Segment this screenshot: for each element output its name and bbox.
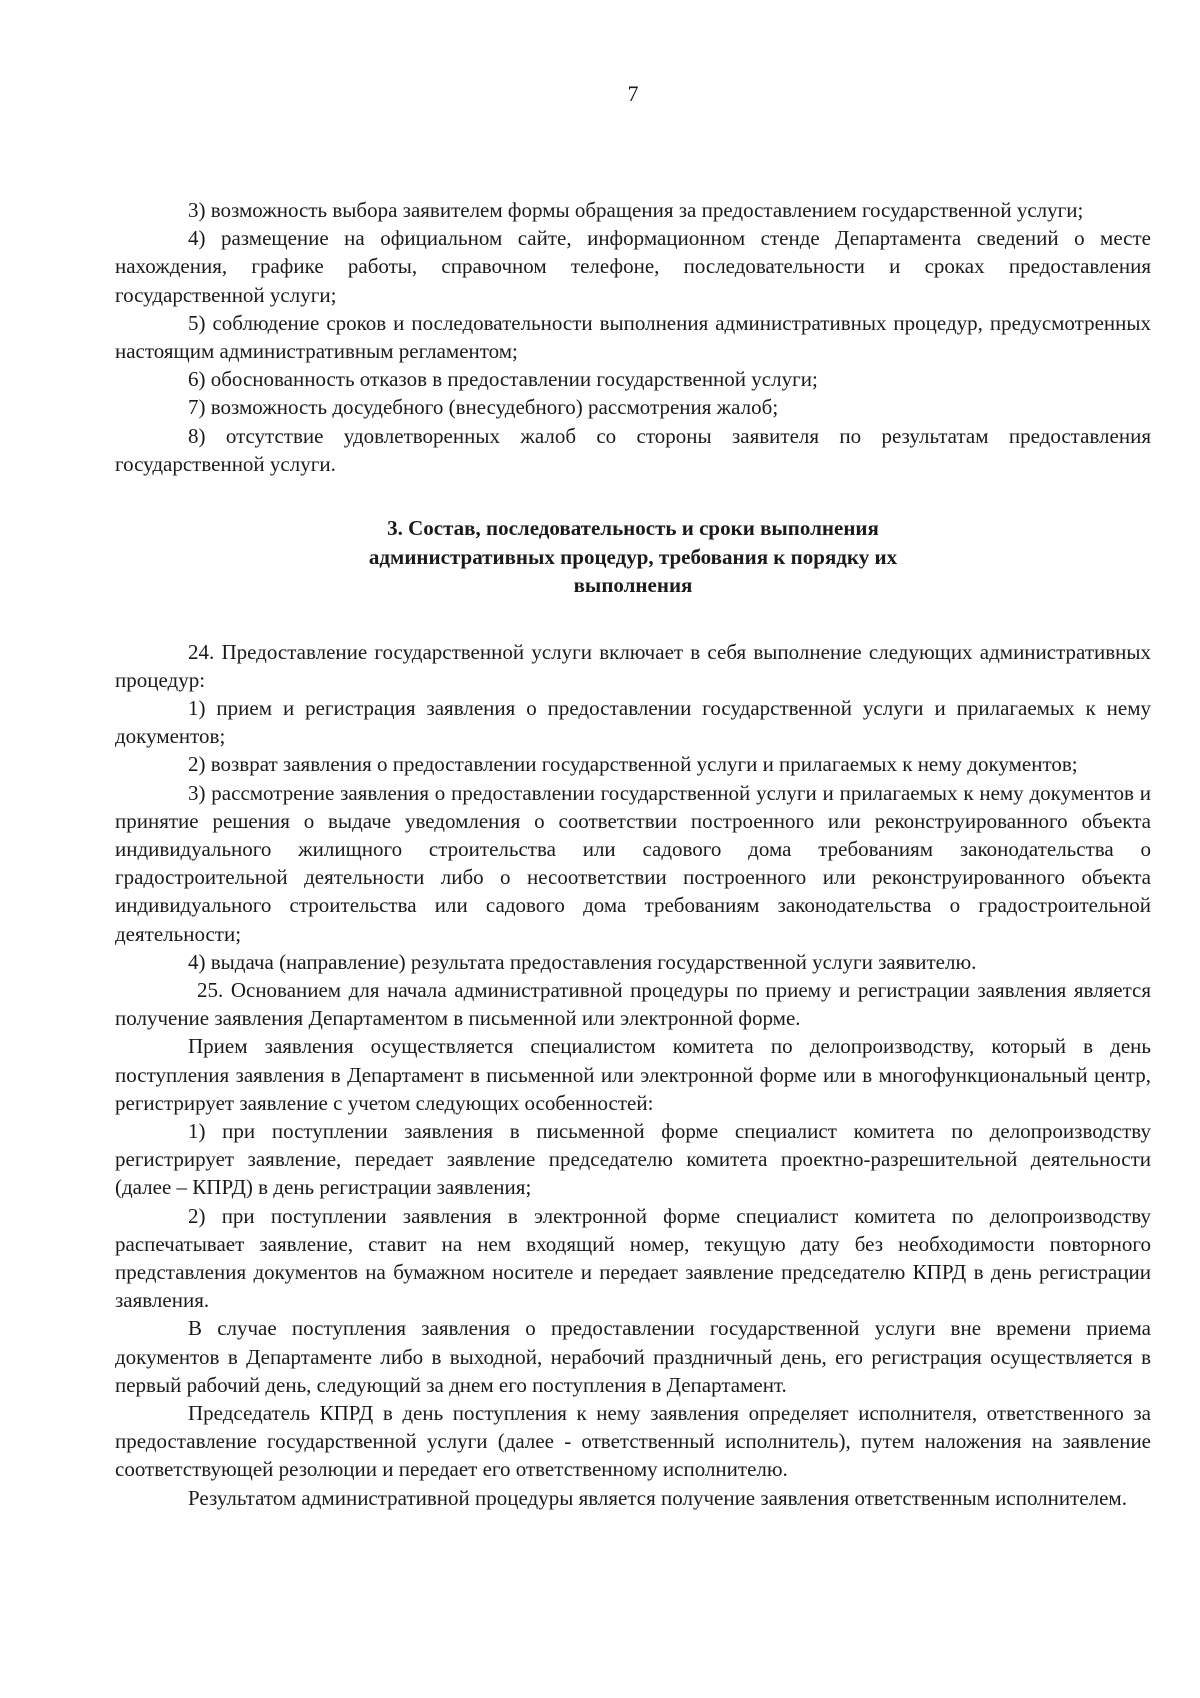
- paragraph: Результатом административной процедуры является получение заявления ответственным исполнителем.: [188, 1485, 1127, 1510]
- paragraph: 24. Предоставление государственной услуги включает в себя выполнение следующих административных процедур:: [115, 639, 1151, 692]
- section-body: [115, 638, 1151, 1512]
- section-heading: [115, 514, 1151, 600]
- intro-list: [115, 196, 1151, 478]
- paragraph: 25. Основанием для начала административной процедуры по приему и регистрации заявления является получение заявления Департаментом в письменной или электронной форме.: [115, 977, 1151, 1031]
- list-item: 8) отсутствие удовлетворенных жалоб со стороны заявителя по результатам предоставления государственной услуги.: [115, 423, 1151, 476]
- paragraph: Председатель КПРД в день поступления к нему заявления определяет исполнителя, ответственного за предоставление государственной услуги (далее - ответственный исполнитель), путем наложения на заявление соответствующей резолюции и передает его ответственному исполнителю.: [115, 1401, 1151, 1482]
- paragraph: 1) при поступлении заявления в письменной форме специалист комитета по делопроизводству регистрирует заявление, передает заявление председателю комитета проектно-разрешительной деятельности (далее – КПРД) в день регистрации заявления;: [115, 1118, 1151, 1200]
- paragraph: Прием заявления осуществляется специалистом комитета по делопроизводству, который в день поступления заявления в Департамент в письменной или электронной форме или в многофункциональный центр, регистрирует заявление с учетом следующих особенностей:: [115, 1034, 1151, 1115]
- paragraph: 2) возврат заявления о предоставлении государственной услуги и прилагаемых к нему документов;: [188, 752, 1078, 777]
- document-page: [115, 80, 1151, 1512]
- section-heading-line: 3. Состав, последовательность и сроки выполнения: [387, 516, 879, 541]
- list-item: 6) обоснованность отказов в предоставлении государственной услуги;: [188, 367, 818, 392]
- page-number: 7: [627, 81, 639, 106]
- paragraph: 1) прием и регистрация заявления о предоставлении государственной услуги и прилагаемых к нему документов;: [115, 695, 1151, 749]
- paragraph: 2) при поступлении заявления в электронной форме специалист комитета по делопроизводству распечатывает заявление, ставит на нем входящий номер, текущую дату без необходимости повторного представления документов на бумажном носителе и передает заявление председателю КПРД в день регистрации заявления.: [115, 1203, 1151, 1313]
- list-item: 3) возможность выбора заявителем формы обращения за предоставлением государственной услуги;: [188, 198, 1084, 222]
- section-heading-line: выполнения: [573, 573, 693, 598]
- list-item: 5) соблюдение сроков и последовательности выполнения административных процедур, предусмотренных настоящим административным регламентом;: [115, 310, 1151, 364]
- list-item: 7) возможность досудебного (внесудебного) рассмотрения жалоб;: [188, 395, 779, 420]
- section-heading-line: административных процедур, требования к порядку их: [368, 544, 898, 569]
- paragraph: 3) рассмотрение заявления о предоставлении государственной услуги и прилагаемых к нему документов и принятие решения о выдаче уведомления о соответствии построенного или реконструированного объекта индивидуального жилищного строительства или садового дома требованиям законодательства о градостроительной деятельности либо о несоответствии построенного или реконструированного объекта индивидуального строительства или садового дома требованиям законодательства о градостроительной деятельности;: [115, 780, 1151, 946]
- list-item: 4) размещение на официальном сайте, информационном стенде Департамента сведений о месте нахождения, графике работы, справочном телефоне, последовательности и сроках предоставления государственной услуги;: [115, 226, 1151, 307]
- paragraph: 4) выдача (направление) результата предоставления государственной услуги заявителю.: [188, 949, 977, 974]
- paragraph: В случае поступления заявления о предоставлении государственной услуги вне времени приема документов в Департаменте либо в выходной, нерабочий праздничный день, его регистрация осуществляется в первый рабочий день, следующий за днем его поступления в Департамент.: [115, 1316, 1151, 1397]
